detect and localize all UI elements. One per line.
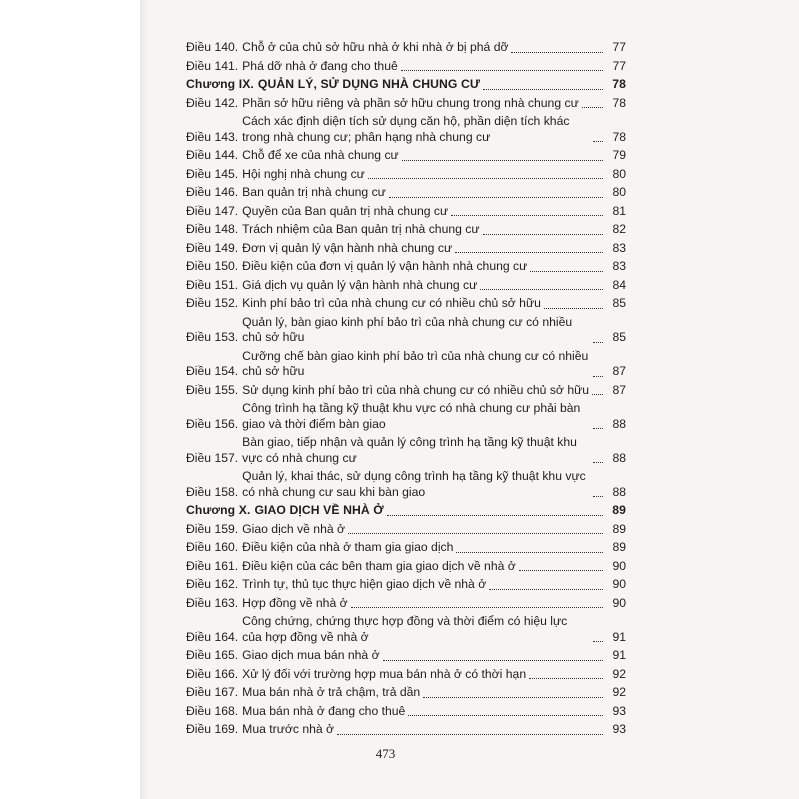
toc-entry-title: Kinh phí bảo trì của nhà chung cư có nhiều chủ sở hữu — [242, 296, 541, 310]
dot-leader — [483, 234, 603, 235]
toc-entry-page: 82 — [612, 222, 626, 236]
toc-entry — [186, 315, 626, 346]
toc-entry-page: 77 — [612, 58, 626, 73]
toc-entry — [186, 278, 626, 294]
toc-entry-label: Điều 148. — [186, 222, 239, 236]
toc-entry-page: 83 — [612, 240, 626, 255]
toc-entry-label: Điều 140. — [186, 40, 239, 54]
dot-leader — [455, 252, 603, 253]
toc-entry-title: Quyền của Ban quản trị nhà chung cư — [242, 203, 449, 218]
dot-leader — [592, 394, 603, 395]
toc-chapter-heading — [186, 503, 626, 519]
toc-entry-label: Điều 151. — [186, 277, 239, 292]
toc-entry-label: Điều 168. — [186, 703, 239, 718]
toc-entry-page: 81 — [612, 203, 626, 218]
toc-entry-page: 92 — [612, 685, 626, 699]
toc-entry — [186, 596, 626, 612]
toc-entry-page: 85 — [612, 296, 626, 310]
dot-leader — [383, 660, 603, 661]
toc-entry-label: Điều 142. — [186, 95, 239, 110]
page-number-text: 473 — [375, 746, 396, 761]
dot-leader — [511, 52, 603, 53]
dot-leader — [402, 160, 603, 161]
toc-entry-page: 83 — [612, 259, 626, 273]
toc-entry-label: Điều 158. — [186, 484, 239, 499]
dot-leader — [337, 734, 603, 735]
toc-entry-label: Điều 162. — [186, 577, 239, 591]
toc-entry-page: 88 — [612, 484, 626, 499]
toc-entry-title: Bàn giao, tiếp nhận và quản lý công trình hạ tầng kỹ thuật khu vực có nhà chung cư — [242, 435, 577, 465]
toc-entry — [186, 204, 626, 220]
table-of-contents — [186, 40, 626, 741]
dot-leader — [593, 141, 603, 142]
dot-leader — [489, 589, 603, 590]
toc-entry-page: 90 — [612, 577, 626, 591]
toc-entry-title: Công trình hạ tầng kỹ thuật khu vực có nhà chung cư phải bàn giao và thời điểm bàn giao — [242, 401, 581, 431]
dot-leader — [348, 533, 603, 534]
toc-entry-page: 88 — [612, 416, 626, 431]
toc-entry-page: 84 — [612, 277, 626, 292]
toc-entry-page: 87 — [612, 364, 626, 378]
toc-entry-title: Ban quản trị nhà chung cư — [242, 185, 386, 199]
toc-entry — [186, 296, 626, 312]
toc-entry-page: 89 — [612, 521, 626, 536]
toc-entry-title: GIAO DỊCH VỀ NHÀ Ở — [254, 503, 384, 517]
toc-entry — [186, 167, 626, 183]
toc-entry-title: Phá dỡ nhà ở đang cho thuê — [242, 58, 398, 73]
toc-entry-label: Điều 155. — [186, 382, 239, 397]
page-number — [0, 746, 799, 762]
toc-entry-label: Chương IX. — [186, 77, 254, 91]
toc-entry — [186, 259, 626, 275]
toc-entry-title: Trách nhiệm của Ban quản trị nhà chung cư — [242, 222, 480, 236]
toc-entry-label: Điều 161. — [186, 558, 239, 573]
toc-entry — [186, 559, 626, 575]
dot-leader — [456, 552, 603, 553]
toc-entry-title: Hội nghị nhà chung cư — [242, 166, 365, 181]
toc-entry-title: QUẢN LÝ, SỬ DỤNG NHÀ CHUNG CƯ — [257, 77, 481, 91]
toc-entry-page: 90 — [612, 558, 626, 573]
dot-leader — [351, 607, 603, 608]
toc-entry-title: Giá dịch vụ quản lý vận hành nhà chung cư — [242, 277, 478, 292]
toc-entry-page: 85 — [612, 330, 626, 344]
toc-entry-title: Điều kiện của đơn vị quản lý vận hành nhà chung cư — [242, 259, 528, 273]
toc-entry-label: Điều 146. — [186, 185, 239, 199]
toc-entry — [186, 383, 626, 399]
toc-entry-page: 80 — [612, 166, 626, 181]
dot-leader — [593, 342, 603, 343]
toc-entry-page: 90 — [612, 595, 626, 610]
toc-entry-title: Đơn vị quản lý vận hành nhà chung cư — [242, 240, 453, 255]
toc-entry — [186, 648, 626, 664]
toc-entry-label: Điều 153. — [186, 330, 239, 344]
toc-entry-title: Chỗ ở của chủ sở hữu nhà ở khi nhà ở bị phá dỡ — [242, 40, 509, 54]
toc-entry — [186, 40, 626, 56]
toc-entry-title: Trình tự, thủ tục thực hiện giao dịch về nhà ở — [242, 577, 487, 591]
dot-leader — [480, 289, 603, 290]
dot-leader — [387, 515, 603, 516]
toc-entry-page: 93 — [612, 722, 626, 736]
toc-entry-title: Sử dụng kinh phí bảo trì của nhà chung cư có nhiều chủ sở hữu — [242, 382, 590, 397]
toc-entry-label: Điều 143. — [186, 129, 239, 144]
dot-leader — [593, 428, 603, 429]
toc-entry-title: Điều kiện của nhà ở tham gia giao dịch — [242, 540, 454, 554]
toc-entry-label: Điều 147. — [186, 203, 239, 218]
toc-entry-title: Giao dịch mua bán nhà ở — [242, 648, 380, 662]
dot-leader — [593, 641, 603, 642]
toc-entry — [186, 349, 626, 380]
toc-entry-title: Mua bán nhà ở đang cho thuê — [242, 703, 406, 718]
toc-entry-label: Điều 149. — [186, 240, 239, 255]
dot-leader — [483, 89, 603, 90]
toc-entry-page: 91 — [612, 629, 626, 644]
dot-leader — [519, 570, 603, 571]
toc-entry — [186, 148, 626, 164]
toc-entry-title: Cách xác định diện tích sử dụng căn hộ, phần diện tích khác trong nhà chung cư; phân hạng nhà chung cư — [242, 114, 570, 144]
toc-entry-label: Điều 145. — [186, 166, 239, 181]
toc-entry-title: Mua trước nhà ở — [242, 722, 335, 736]
toc-entry — [186, 522, 626, 538]
dot-leader — [544, 308, 603, 309]
toc-entry-label: Điều 157. — [186, 450, 239, 465]
toc-entry-title: Quản lý, bàn giao kinh phí bảo trì của nhà chung cư có nhiều chủ sở hữu — [242, 314, 573, 344]
toc-entry-title: Xử lý đối với trường hợp mua bán nhà ở có thời hạn — [242, 666, 527, 681]
toc-entry — [186, 667, 626, 683]
toc-entry-title: Chỗ để xe của nhà chung cư — [242, 148, 399, 162]
toc-entry-page: 77 — [612, 40, 626, 54]
toc-entry — [186, 222, 626, 238]
toc-entry-label: Điều 167. — [186, 685, 239, 699]
dot-leader — [451, 215, 603, 216]
toc-entry-page: 89 — [612, 503, 626, 517]
toc-entry — [186, 469, 626, 500]
toc-entry-label: Điều 163. — [186, 595, 239, 610]
toc-entry-title: Mua bán nhà ở trả chậm, trả dần — [242, 685, 421, 699]
toc-entry-label: Chương X. — [186, 503, 251, 517]
toc-entry-label: Điều 152. — [186, 296, 239, 310]
toc-entry-page: 78 — [612, 77, 626, 91]
dot-leader — [530, 271, 603, 272]
toc-entry-label: Điều 166. — [186, 666, 239, 681]
toc-entry-page: 93 — [612, 703, 626, 718]
toc-entry-label: Điều 165. — [186, 648, 239, 662]
toc-entry-label: Điều 141. — [186, 58, 239, 73]
toc-entry-title: Quản lý, khai thác, sử dụng công trình hạ tầng kỹ thuật khu vực có nhà chung cư sau khi bàn giao — [242, 469, 586, 499]
toc-entry-page: 89 — [612, 540, 626, 554]
toc-entry — [186, 114, 626, 145]
toc-entry-page: 78 — [612, 129, 626, 144]
toc-entry — [186, 401, 626, 432]
toc-entry-page: 87 — [612, 382, 626, 397]
toc-entry-title: Cưỡng chế bàn giao kinh phí bảo trì của nhà chung cư có nhiều chủ sở hữu — [242, 348, 589, 378]
toc-entry-page: 80 — [612, 185, 626, 199]
toc-entry — [186, 577, 626, 593]
toc-entry-label: Điều 164. — [186, 629, 239, 644]
dot-leader — [529, 678, 603, 679]
toc-entry-page: 92 — [612, 666, 626, 681]
toc-entry-label: Điều 159. — [186, 521, 239, 536]
dot-leader — [401, 70, 603, 71]
toc-entry-page: 79 — [612, 148, 626, 162]
dot-leader — [423, 697, 603, 698]
dot-leader — [593, 376, 603, 377]
toc-entry-title: Công chứng, chứng thực hợp đồng và thời điểm có hiệu lực của hợp đồng về nhà ở — [242, 614, 568, 644]
toc-entry — [186, 614, 626, 645]
toc-entry — [186, 685, 626, 701]
toc-entry-title: Điều kiện của các bên tham gia giao dịch về nhà ở — [242, 558, 516, 573]
toc-entry-page: 91 — [612, 648, 626, 662]
toc-entry — [186, 704, 626, 720]
toc-entry — [186, 96, 626, 112]
toc-entry — [186, 59, 626, 75]
dot-leader — [368, 178, 603, 179]
dot-leader — [593, 462, 603, 463]
toc-entry — [186, 540, 626, 556]
toc-entry-label: Điều 169. — [186, 722, 239, 736]
toc-entry-title: Phần sở hữu riêng và phần sở hữu chung trong nhà chung cư — [242, 95, 579, 110]
toc-entry-title: Hợp đồng về nhà ở — [242, 595, 348, 610]
toc-entry-page: 88 — [612, 450, 626, 465]
toc-entry — [186, 722, 626, 738]
dot-leader — [593, 496, 603, 497]
dot-leader — [389, 197, 603, 198]
page-gutter-shadow — [140, 0, 148, 799]
toc-entry-title: Giao dịch về nhà ở — [242, 521, 346, 536]
toc-entry — [186, 185, 626, 201]
toc-entry — [186, 241, 626, 257]
toc-entry-label: Điều 144. — [186, 148, 239, 162]
toc-entry-label: Điều 160. — [186, 540, 239, 554]
dot-leader — [582, 107, 603, 108]
toc-entry — [186, 435, 626, 466]
dot-leader — [408, 715, 603, 716]
toc-entry-label: Điều 154. — [186, 364, 239, 378]
toc-entry-label: Điều 150. — [186, 259, 239, 273]
toc-entry-page: 78 — [612, 95, 626, 110]
toc-entry-label: Điều 156. — [186, 416, 239, 431]
toc-chapter-heading — [186, 77, 626, 93]
